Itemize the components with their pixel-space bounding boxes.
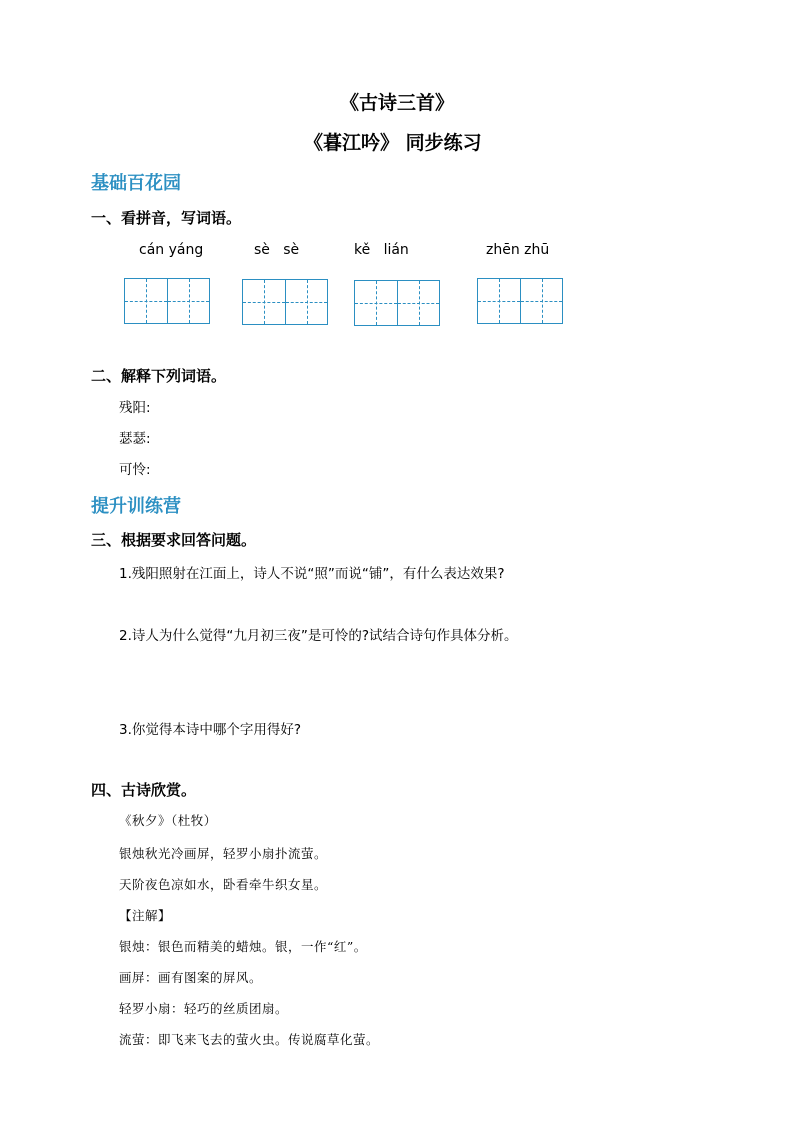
term-item-3: 可怜: (119, 462, 151, 478)
grid-cell[interactable] (285, 280, 327, 324)
note-item-1: 银烛：银色而精美的蜡烛。银，一作“红”。 (119, 939, 367, 954)
question-3-heading: 三、根据要求回答问题。 (91, 531, 257, 549)
term-item-2: 瑟瑟: (119, 431, 151, 447)
question-2-heading: 二、解释下列词语。 (91, 367, 227, 385)
pinyin-3: kě lián (354, 242, 409, 258)
grid-cell[interactable] (355, 281, 397, 325)
question-3-item-3: 3.你觉得本诗中哪个字用得好? (119, 722, 302, 738)
note-item-2: 画屏：画有图案的屏风。 (119, 970, 263, 985)
note-item-3: 轻罗小扇：轻巧的丝质团扇。 (119, 1001, 289, 1016)
question-3-item-2: 2.诗人为什么觉得“九月初三夜”是可怜的?试结合诗句作具体分析。 (119, 628, 518, 644)
poem-title: 《秋夕》（杜牧） (119, 813, 217, 828)
grid-cell[interactable] (125, 279, 167, 323)
pinyin-1: cán yáng (139, 242, 204, 258)
section-basic: 基础百花园 (91, 173, 181, 194)
grid-cell[interactable] (167, 279, 209, 323)
writing-grid-3[interactable] (354, 280, 440, 326)
question-3-item-1: 1.残阳照射在江面上，诗人不说“照”而说“铺”，有什么表达效果? (119, 566, 505, 582)
question-4-heading: 四、古诗欣赏。 (91, 781, 197, 799)
writing-grid-1[interactable] (124, 278, 210, 324)
poem-line-1: 银烛秋光冷画屏，轻罗小扇扑流萤。 (119, 846, 328, 861)
writing-grid-2[interactable] (242, 279, 328, 325)
grid-cell[interactable] (397, 281, 439, 325)
poem-line-2: 天阶夜色凉如水，卧看牵牛织女星。 (119, 877, 328, 892)
note-item-4: 流萤：即飞来飞去的萤火虫。传说腐草化萤。 (119, 1032, 380, 1047)
notes-heading: 【注解】 (119, 908, 172, 923)
grid-cell[interactable] (520, 279, 562, 323)
term-item-1: 残阳: (119, 400, 151, 416)
question-1-heading: 一、看拼音，写词语。 (91, 209, 242, 227)
writing-grid-4[interactable] (477, 278, 563, 324)
grid-cell[interactable] (243, 280, 285, 324)
pinyin-4: zhēn zhū (486, 242, 550, 258)
document-subtitle: 《暮江吟》 同步练习 (304, 132, 482, 154)
section-advanced: 提升训练营 (91, 496, 181, 517)
document-title: 《古诗三首》 (340, 92, 455, 114)
grid-cell[interactable] (478, 279, 520, 323)
pinyin-2: sè sè (254, 242, 300, 258)
